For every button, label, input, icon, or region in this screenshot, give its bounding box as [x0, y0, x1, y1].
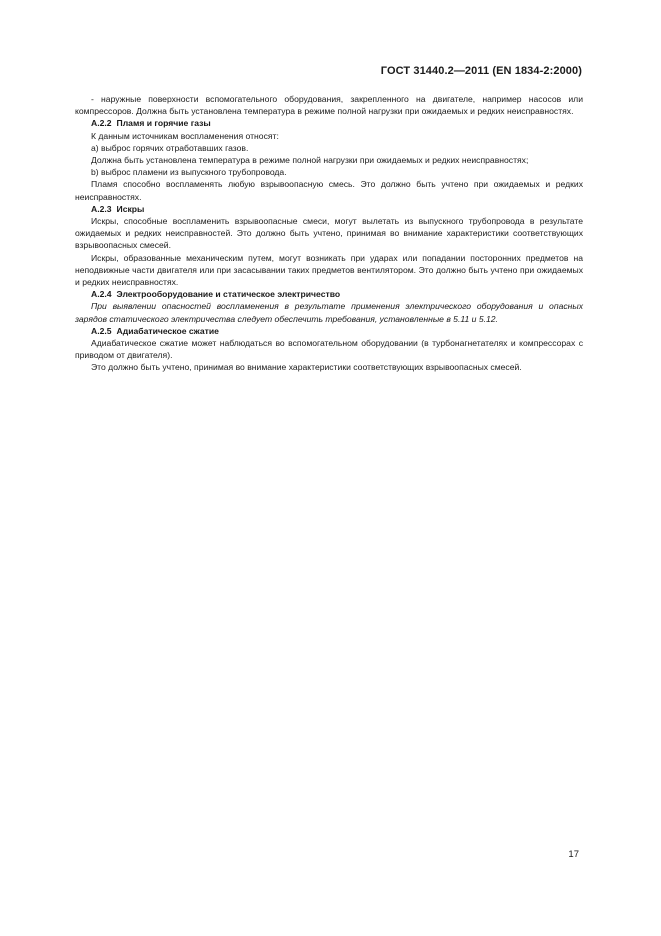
section-title: Электрооборудование и статическое электричество [116, 289, 341, 300]
list-item-a: а) выброс горячих отработавших газов. [91, 142, 249, 153]
paragraph: Пламя способно воспламенять любую взрывоопасную смесь. Это должно быть учтено при ожидаемых и редких неисправностях. [75, 179, 583, 202]
section-number: А.2.4 [91, 289, 112, 300]
paragraph: Должна быть установлена температура в режиме полной нагрузки при ожидаемых и редких неисправностях; [91, 155, 529, 166]
standard-designation: ГОСТ 31440.2—2011 (EN 1834-2:2000) [380, 65, 582, 77]
section-heading-a22 [75, 117, 583, 129]
section-number: А.2.2 [91, 118, 112, 129]
page-number: 17 [568, 849, 579, 860]
section-title: Пламя и горячие газы [116, 118, 211, 129]
section-heading-a24 [75, 288, 583, 300]
section-number: А.2.5 [91, 325, 112, 336]
paragraph: Искры, образованные механическим путем, могут возникать при ударах или попадании посторонних предметов на неподвижные части двигателя или при засасывании таких предметов вентилятором. Это должно быть учтено при ожидаемых и редких неисправностях. [75, 252, 583, 288]
list-item-b: b) выброс пламени из выпускного трубопровода. [91, 167, 287, 178]
paragraph: Искры, способные воспламенить взрывоопасные смеси, могут вылетать из выпускного трубопровода в результате ожидаемых и редких неисправностей. Это должно быть учтено, принимая во внимание характеристики соответствующих взрывоопасных смесей. [75, 216, 583, 251]
section-title: Адиабатическое сжатие [116, 325, 219, 336]
paragraph: К данным источникам воспламенения относят: [91, 130, 279, 141]
section-number: А.2.3 [91, 203, 112, 214]
section-heading-a25 [75, 325, 583, 337]
paragraph: Это должно быть учтено, принимая во внимание характеристики соответствующих взрывоопасных смесей. [91, 362, 522, 373]
paragraph: Адиабатическое сжатие может наблюдаться во вспомогательном оборудовании (в турбонагнетателях и компрессорах с приводом от двигателя). [75, 338, 583, 361]
section-heading-a23 [75, 203, 583, 215]
paragraph-exterior-surfaces: - наружные поверхности вспомогательного оборудования, закрепленного на двигателе, например насосов или компрессоров. Должна быть установлена температура в режиме полной нагрузки при ожидаемых и редких неисправностях. [75, 94, 583, 117]
paragraph-italic: При выявлении опасностей воспламенения в результате применения электрического оборудования и опасных зарядов статического электричества следует обеспечить требования, установленные в 5.11 и 5.12. [75, 301, 583, 324]
document-body [75, 93, 583, 374]
section-title: Искры [116, 203, 145, 214]
